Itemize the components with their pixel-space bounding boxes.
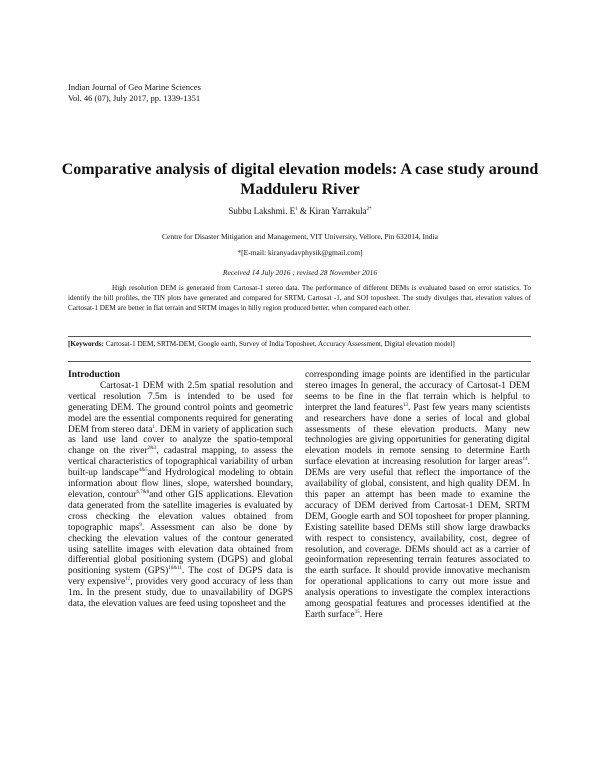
author-1-sup: 1	[295, 207, 298, 212]
intro-paragraph: Cartosat-1 DEM with 2.5m spatial resolution and vertical resolution 7.5m is intended to be used for generating DEM. The ground control points and geometric model are the essential components required for generating DEM from stereo data$^1$. DEM in variety of application such as land use land cover to analyze the spatio-temporal change on the river$^{2\&3}$, cadastral mapping, to assess the vertical characteristics of topographical variability of urban built-up landscape$^{4\&5}$and Hydrological modeling to obtain information about flow lines, slope, watershed boundary, elevation, contour$^{6,7\&8}$and other GIS applications. Elevation data generated from the satellite imageries is evaluated by cross checking the elevation values obtained from topographic maps$^9$. Assessment can also be done by checking the elevation values of the contour generated using satellite images with elevation data obtained from differential global positioning system (DGPS) and global positioning system (GPS)$^{10\&11}$. The cost of DGPS data is very expensive$^{12}$, provides very good accuracy of less than 1m. In the present study, due to unavailability of DGPS data, the elevation values are feed using toposheet and the	[68, 380, 294, 610]
author-2: & Kiran Yarrakula	[299, 206, 367, 216]
keywords-text: Cartosat-1 DEM, SRTM-DEM, Google earth, Survey of India Toposheet, Accuracy Assessment, Digital elevation model]	[103, 340, 455, 348]
received-dates: Received 14 July 2016 ; revised 28 November 2016	[222, 268, 378, 277]
paper-title: Comparative analysis of digital elevation models: A case study around Madduleru River	[61, 161, 539, 198]
journal-name: Indian Journal of Geo Marine Sciences	[68, 82, 201, 92]
journal-header	[68, 82, 201, 104]
keywords	[68, 339, 531, 349]
abstract: High resolution DEM is generated from Cartosat-1 stereo data. The performance of different DEMs is evaluated based on error statistics. To identify the hill profiles, the TIN plots have generated and compared for SRTM, Cartosat -1, and SOI toposheet. The study divulges that, elevation values of Cartosat-1 DEM are better in flat terrain and SRTM images in hilly region produced better, when compared each other.	[68, 284, 531, 312]
author-2-sup: 2*	[366, 207, 372, 212]
journal-volume: Vol. 46 (07), July 2017, pp. 1339-1351	[68, 93, 201, 103]
keywords-rule-bottom	[68, 361, 531, 362]
keywords-rule-top	[68, 336, 531, 337]
keywords-label: [Keywords:	[68, 340, 104, 348]
section-heading-introduction: Introduction	[68, 369, 121, 380]
author-1: Subbu Lakshmi. E	[228, 206, 296, 216]
column-right	[305, 370, 530, 621]
authors	[60, 206, 540, 216]
email: *[E-mail: kiranyadavphysik@gmail.com]	[237, 248, 363, 257]
affiliation: Centre for Disaster Mitigation and Management, VIT University, Vellore, Pin 632014, India	[162, 232, 438, 241]
intro-paragraph-continued: corresponding image points are identified in the particular stereo images In general, the accuracy of Cartosat-1 DEM seems to be fine in the flat terrain which is helpful to interpret the land features$^{13}$. Past few years many scientists and researchers have done a series of local and global assessments of these elevation products. Many new technologies are giving opportunities for generating digital elevation models in remote sensing to determine Earth surface elevation at increasing resolution for larger areas$^{14}$. DEMs are very useful that reflect the importance of the availability of global, consistent, and high quality DEM. In this paper an attempt has been made to examine the accuracy of DEM derived from Cartosat-1 DEM, SRTM DEM, Google earth and SOI toposheet for proper planning. Existing satellite based DEMs still show large drawbacks with respect to consistency, availability, cost, degree of resolution, and coverage. DEMs should act as a carrier of geoinformation representing terrain features associated to the earth surface. It should provide innovative mechanism for operational applications to carry out more issue and analysis operations to investigate the complex interactions among geospatial features and processes identified at the Earth surface$^{15}$. Here	[305, 370, 530, 620]
column-left	[68, 370, 293, 610]
